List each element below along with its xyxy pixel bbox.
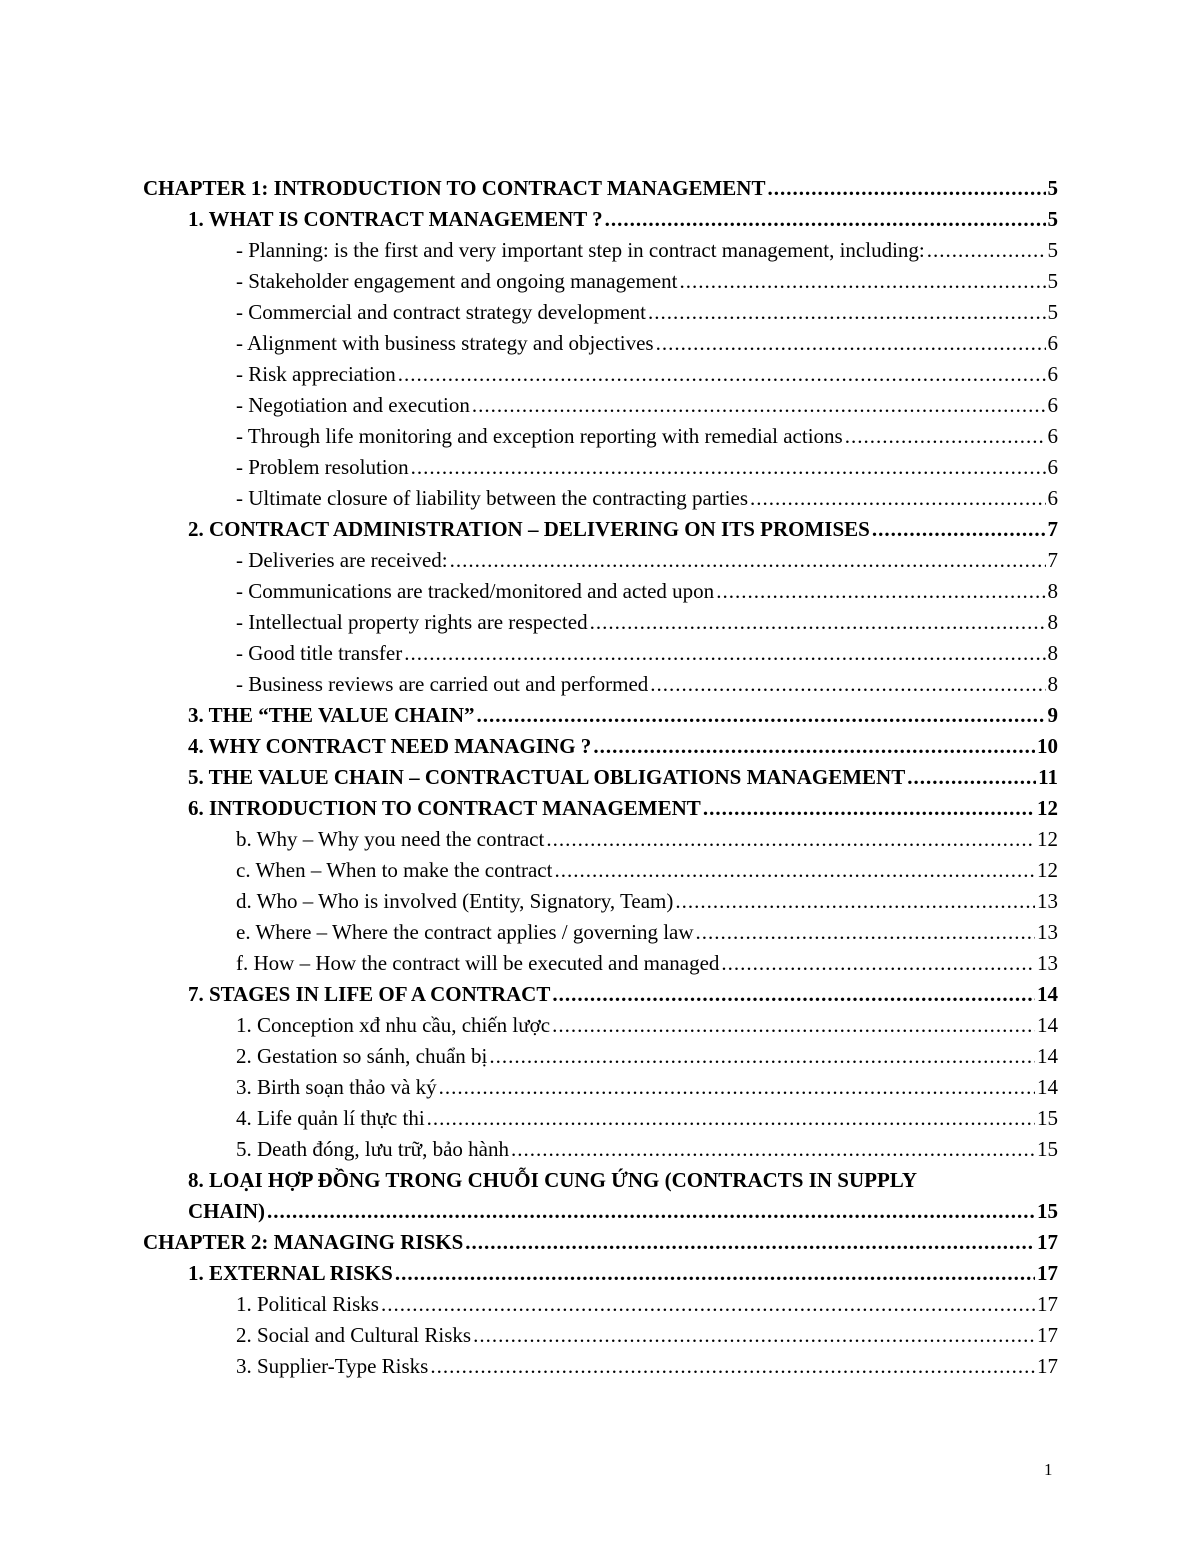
toc-entry-title: d. Who – Who is involved (Entity, Signatory, Team)	[236, 889, 674, 913]
toc-entry[interactable]	[236, 1289, 1058, 1320]
toc-entry-page: 8	[1047, 641, 1058, 665]
toc-entry[interactable]	[188, 514, 1058, 545]
toc-entry[interactable]	[188, 731, 1058, 762]
toc-entry-title: c. When – When to make the contract	[236, 858, 553, 882]
toc-entry[interactable]	[236, 638, 1058, 669]
toc-entry-title: 2. CONTRACT ADMINISTRATION – DELIVERING ON ITS PROMISES	[188, 517, 870, 541]
toc-entry[interactable]	[236, 576, 1058, 607]
toc-entry-title: - Risk appreciation	[236, 362, 396, 386]
toc-entry-title: 1. Political Risks	[236, 1292, 379, 1316]
dot-leader	[511, 1134, 1035, 1165]
toc-entry-page: 12	[1037, 858, 1058, 882]
dot-leader	[430, 1351, 1035, 1382]
toc-entry-page: 7	[1047, 548, 1058, 572]
toc-entry-page: 13	[1037, 889, 1058, 913]
toc-entry[interactable]	[188, 204, 1058, 235]
toc-entry-title: 7. STAGES IN LIFE OF A CONTRACT	[188, 982, 551, 1006]
dot-leader	[489, 1041, 1035, 1072]
toc-entry-page: 15	[1037, 1106, 1058, 1130]
dot-leader	[546, 824, 1035, 855]
dot-leader	[696, 917, 1035, 948]
toc-entry-page: 6	[1047, 455, 1058, 479]
dot-leader	[472, 390, 1046, 421]
toc-entry[interactable]	[188, 700, 1058, 731]
toc-entry-title: - Commercial and contract strategy development	[236, 300, 646, 324]
toc-entry-title: 1. Conception xđ nhu cầu, chiến lược	[236, 1013, 551, 1037]
toc-entry-title-line: 8. LOẠI HỢP ĐỒNG TRONG CHUỖI CUNG ỨNG (CONTRACTS IN SUPPLY	[188, 1168, 918, 1192]
toc-entry-page: 10	[1037, 734, 1058, 758]
toc-entry[interactable]	[188, 762, 1058, 793]
dot-leader	[872, 514, 1046, 545]
toc-entry-title: 6. INTRODUCTION TO CONTRACT MANAGEMENT	[188, 796, 701, 820]
dot-leader	[721, 948, 1035, 979]
toc-entry[interactable]	[236, 917, 1058, 948]
toc-entry[interactable]	[236, 328, 1058, 359]
toc-entry-title: - Intellectual property rights are respected	[236, 610, 588, 634]
toc-entry-page: 17	[1037, 1261, 1058, 1285]
toc-entry-page: 6	[1047, 331, 1058, 355]
toc-entry-title: - Negotiation and execution	[236, 393, 470, 417]
toc-entry-title: - Problem resolution	[236, 455, 409, 479]
toc-entry[interactable]	[236, 452, 1058, 483]
toc-entry[interactable]	[236, 266, 1058, 297]
page-number: 1	[1044, 1460, 1053, 1479]
toc-entry-page: 17	[1037, 1230, 1058, 1254]
dot-leader	[465, 1227, 1035, 1258]
toc-entry[interactable]	[236, 1072, 1058, 1103]
dot-leader	[398, 359, 1046, 390]
dot-leader	[716, 576, 1045, 607]
toc-entry[interactable]	[236, 669, 1058, 700]
dot-leader	[767, 173, 1045, 204]
dot-leader	[411, 452, 1046, 483]
toc-entry[interactable]	[188, 979, 1058, 1010]
toc-entry-page: 7	[1047, 517, 1058, 541]
toc-entry[interactable]	[236, 1351, 1058, 1382]
toc-entry-title: 1. WHAT IS CONTRACT MANAGEMENT ?	[188, 207, 603, 231]
dot-leader	[907, 762, 1036, 793]
toc-entry[interactable]	[236, 1010, 1058, 1041]
toc-entry[interactable]	[236, 359, 1058, 390]
dot-leader	[381, 1289, 1035, 1320]
toc-entry-title: - Alignment with business strategy and objectives	[236, 331, 654, 355]
toc-entry[interactable]	[236, 483, 1058, 514]
dot-leader	[590, 607, 1046, 638]
toc-entry-title: - Planning: is the first and very important step in contract management, including:	[236, 238, 925, 262]
toc-entry-page: 14	[1037, 982, 1058, 1006]
toc-entry[interactable]	[236, 855, 1058, 886]
toc-entry-page: 6	[1047, 486, 1058, 510]
toc-entry-title: - Business reviews are carried out and performed	[236, 672, 649, 696]
toc-entry-title: 2. Social and Cultural Risks	[236, 1323, 472, 1347]
dot-leader	[404, 638, 1045, 669]
toc-entry-page: 13	[1037, 920, 1058, 944]
toc-entry-title: - Communications are tracked/monitored and acted upon	[236, 579, 715, 603]
toc-entry-page: 17	[1037, 1292, 1058, 1316]
table-of-contents	[0, 173, 1200, 1382]
toc-entry-page: 6	[1047, 362, 1058, 386]
toc-entry-page: 5	[1047, 238, 1058, 262]
toc-entry-page: 12	[1037, 796, 1058, 820]
dot-leader	[750, 483, 1046, 514]
toc-entry-page: 8	[1047, 579, 1058, 603]
toc-entry-title: - Through life monitoring and exception reporting with remedial actions	[236, 424, 843, 448]
toc-entry-page: 5	[1047, 300, 1058, 324]
toc-entry-title: - Good title transfer	[236, 641, 403, 665]
toc-entry[interactable]	[236, 886, 1058, 917]
toc-entry[interactable]	[143, 1227, 1058, 1258]
toc-entry[interactable]	[236, 235, 1058, 266]
toc-entry-title: 5. THE VALUE CHAIN – CONTRACTUAL OBLIGATIONS MANAGEMENT	[188, 765, 906, 789]
dot-leader	[450, 545, 1046, 576]
toc-entry-title: 1. EXTERNAL RISKS	[188, 1261, 393, 1285]
toc-entry[interactable]	[236, 297, 1058, 328]
toc-entry[interactable]	[236, 390, 1058, 421]
dot-leader	[845, 421, 1046, 452]
toc-entry-title: 5. Death đóng, lưu trữ, bảo hành	[236, 1137, 509, 1161]
toc-entry[interactable]	[236, 824, 1058, 855]
toc-entry-page: 6	[1047, 424, 1058, 448]
dot-leader	[427, 1103, 1035, 1134]
toc-entry-title: e. Where – Where the contract applies / governing law	[236, 920, 694, 944]
toc-entry[interactable]	[143, 173, 1058, 204]
toc-entry-page: 11	[1038, 765, 1058, 789]
toc-entry[interactable]	[236, 1103, 1058, 1134]
toc-entry-page: 8	[1047, 672, 1058, 696]
toc-entry-title: CHAPTER 1: INTRODUCTION TO CONTRACT MANAGEMENT	[143, 176, 766, 200]
toc-entry-page: 5	[1047, 269, 1058, 293]
toc-entry-title: - Deliveries are received:	[236, 548, 448, 572]
toc-entry[interactable]	[188, 1165, 1058, 1227]
dot-leader	[473, 1320, 1035, 1351]
toc-entry-page: 17	[1037, 1323, 1058, 1347]
toc-entry-title: 4. Life quản lí thực thi	[236, 1106, 425, 1130]
dot-leader	[650, 669, 1045, 700]
toc-entry[interactable]	[236, 948, 1058, 979]
toc-entry-page: 12	[1037, 827, 1058, 851]
toc-entry[interactable]	[236, 1041, 1058, 1072]
toc-entry[interactable]	[236, 607, 1058, 638]
toc-entry-page: 5	[1047, 207, 1058, 231]
toc-entry-title: CHAIN)	[188, 1199, 265, 1223]
dot-leader	[648, 297, 1046, 328]
toc-entry-title: 3. Birth soạn thảo và ký	[236, 1075, 437, 1099]
toc-entry-title: - Stakeholder engagement and ongoing management	[236, 269, 678, 293]
toc-entry-title: 3. THE “THE VALUE CHAIN”	[188, 703, 475, 727]
toc-entry-title: b. Why – Why you need the contract	[236, 827, 545, 851]
dot-leader	[395, 1258, 1035, 1289]
dot-leader	[679, 266, 1045, 297]
dot-leader	[439, 1072, 1035, 1103]
dot-leader	[554, 855, 1035, 886]
toc-entry-title: 4. WHY CONTRACT NEED MANAGING ?	[188, 734, 592, 758]
toc-entry-page: 5	[1047, 176, 1058, 200]
toc-entry-page: 13	[1037, 951, 1058, 975]
dot-leader	[267, 1196, 1035, 1227]
dot-leader	[927, 235, 1046, 266]
toc-entry[interactable]	[236, 1134, 1058, 1165]
toc-entry-page: 9	[1047, 703, 1058, 727]
toc-entry[interactable]	[236, 421, 1058, 452]
dot-leader	[593, 731, 1035, 762]
toc-entry[interactable]	[236, 545, 1058, 576]
toc-entry-page: 6	[1047, 393, 1058, 417]
toc-entry-page: 14	[1037, 1013, 1058, 1037]
dot-leader	[675, 886, 1035, 917]
toc-entry-page: 17	[1037, 1354, 1058, 1378]
toc-entry-title: 3. Supplier-Type Risks	[236, 1354, 429, 1378]
dot-leader	[477, 700, 1046, 731]
toc-entry-title: f. How – How the contract will be executed and managed	[236, 951, 720, 975]
toc-entry[interactable]	[236, 1320, 1058, 1351]
toc-entry-title: 2. Gestation so sánh, chuẩn bị	[236, 1044, 488, 1068]
dot-leader	[605, 204, 1046, 235]
dot-leader	[703, 793, 1035, 824]
toc-entry-page: 15	[1037, 1137, 1058, 1161]
toc-entry[interactable]	[188, 1258, 1058, 1289]
dot-leader	[656, 328, 1046, 359]
dot-leader	[552, 1010, 1035, 1041]
toc-entry-page: 15	[1037, 1199, 1058, 1223]
toc-entry[interactable]	[188, 793, 1058, 824]
toc-entry-title: - Ultimate closure of liability between the contracting parties	[236, 486, 748, 510]
toc-entry-page: 14	[1037, 1075, 1058, 1099]
toc-entry-page: 14	[1037, 1044, 1058, 1068]
toc-entry-title: CHAPTER 2: MANAGING RISKS	[143, 1230, 464, 1254]
dot-leader	[552, 979, 1035, 1010]
toc-entry-page: 8	[1047, 610, 1058, 634]
